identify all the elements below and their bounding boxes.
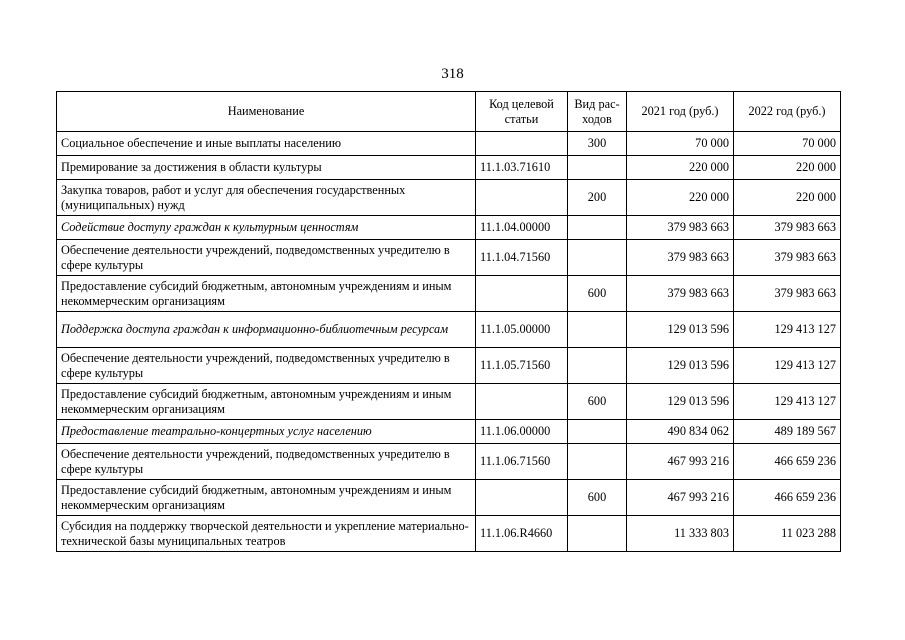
row-name: Премирование за достижения в области культуры [57,156,476,180]
row-2021: 129 013 596 [627,348,734,384]
row-code: 11.1.03.71610 [476,156,568,180]
table-header-row [57,92,841,132]
row-name: Обеспечение деятельности учреждений, подведомственных учредителю в сфере культуры [57,444,476,480]
row-code [476,384,568,420]
table-row [57,312,841,348]
row-type [568,312,627,348]
row-2021: 379 983 663 [627,216,734,240]
row-2022: 129 413 127 [734,348,841,384]
row-type [568,444,627,480]
row-2022: 11 023 288 [734,516,841,552]
page-number: 318 [441,66,464,82]
row-2022: 129 413 127 [734,312,841,348]
row-2022: 466 659 236 [734,444,841,480]
row-code: 11.1.05.71560 [476,348,568,384]
row-code [476,180,568,216]
table-row [57,156,841,180]
row-2022: 379 983 663 [734,240,841,276]
row-2021: 70 000 [627,132,734,156]
table-row [57,480,841,516]
row-2022: 70 000 [734,132,841,156]
row-2021: 490 834 062 [627,420,734,444]
table-row [57,444,841,480]
row-type [568,420,627,444]
header-code: Код целевой статьи [476,92,568,132]
row-2021: 11 333 803 [627,516,734,552]
table-row [57,348,841,384]
row-name: Обеспечение деятельности учреждений, подведомственных учредителю в сфере культуры [57,240,476,276]
row-type: 200 [568,180,627,216]
table-row [57,276,841,312]
table-row [57,132,841,156]
row-type [568,516,627,552]
row-type [568,348,627,384]
row-2022: 220 000 [734,156,841,180]
row-2021: 220 000 [627,156,734,180]
row-name: Предоставление субсидий бюджетным, автономным учреждениям и иным некоммерческим организациям [57,384,476,420]
table-row [57,384,841,420]
row-2021: 467 993 216 [627,444,734,480]
row-type: 300 [568,132,627,156]
row-code: 11.1.06.71560 [476,444,568,480]
row-2021: 379 983 663 [627,240,734,276]
row-2022: 379 983 663 [734,216,841,240]
row-name: Субсидия на поддержку творческой деятельности и укрепление материально-технической базы муниципальных театров [57,516,476,552]
row-2021: 379 983 663 [627,276,734,312]
row-type [568,216,627,240]
row-code: 11.1.06.R4660 [476,516,568,552]
table-row [57,420,841,444]
row-type: 600 [568,276,627,312]
header-type: Вид рас-ходов [568,92,627,132]
row-name: Предоставление субсидий бюджетным, автономным учреждениям и иным некоммерческим организациям [57,480,476,516]
row-name: Поддержка доступа граждан к информационно-библиотечным ресурсам [57,312,476,348]
table-row [57,180,841,216]
row-code [476,480,568,516]
row-code: 11.1.04.00000 [476,216,568,240]
table-row [57,240,841,276]
row-2021: 220 000 [627,180,734,216]
row-2022: 466 659 236 [734,480,841,516]
row-name: Предоставление субсидий бюджетным, автономным учреждениям и иным некоммерческим организациям [57,276,476,312]
row-name: Закупка товаров, работ и услуг для обеспечения государственных (муниципальных) нужд [57,180,476,216]
table-row [57,216,841,240]
row-2022: 489 189 567 [734,420,841,444]
row-name: Содействие доступу граждан к культурным ценностям [57,216,476,240]
row-code: 11.1.04.71560 [476,240,568,276]
row-name: Предоставление театрально-концертных услуг населению [57,420,476,444]
row-2022: 220 000 [734,180,841,216]
row-type: 600 [568,480,627,516]
row-type [568,240,627,276]
row-2021: 129 013 596 [627,312,734,348]
budget-table [56,91,841,552]
header-2021: 2021 год (руб.) [627,92,734,132]
row-2022: 379 983 663 [734,276,841,312]
row-name: Социальное обеспечение и иные выплаты населению [57,132,476,156]
row-2021: 467 993 216 [627,480,734,516]
row-2022: 129 413 127 [734,384,841,420]
header-2022: 2022 год (руб.) [734,92,841,132]
row-code: 11.1.06.00000 [476,420,568,444]
row-2021: 129 013 596 [627,384,734,420]
row-type: 600 [568,384,627,420]
table-row [57,516,841,552]
row-code [476,276,568,312]
row-name: Обеспечение деятельности учреждений, подведомственных учредителю в сфере культуры [57,348,476,384]
row-type [568,156,627,180]
header-name: Наименование [57,92,476,132]
row-code: 11.1.05.00000 [476,312,568,348]
row-code [476,132,568,156]
